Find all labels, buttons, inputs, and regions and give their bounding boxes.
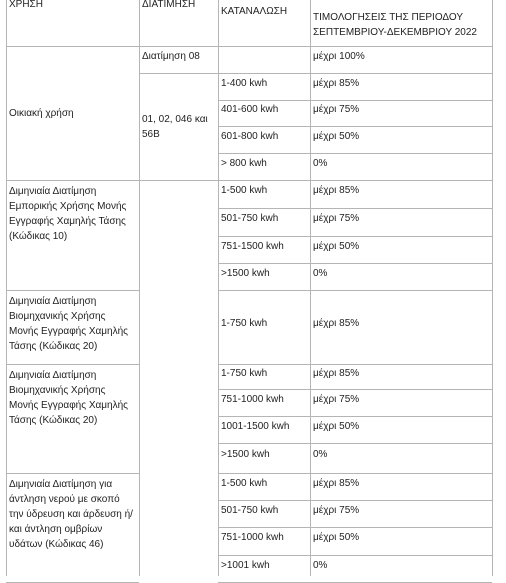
column-border-0 <box>6 0 7 576</box>
row-border <box>218 208 492 209</box>
row-border <box>218 263 492 264</box>
group-border <box>6 364 139 365</box>
pricing-cell: μέχρι 85% <box>313 478 360 489</box>
consumption-cell: > 800 kwh <box>221 158 267 169</box>
consumption-cell: 501-750 kwh <box>221 505 279 516</box>
pricing-cell: μέχρι 75% <box>313 213 360 224</box>
usage-cell-1: Διμηνιαία Διατίμηση Εμπορικής Χρήσης Μονής Εγγραφής Χαμηλής Τάσης (Κώδικας 10) <box>9 186 127 242</box>
row-border <box>218 126 492 127</box>
consumption-cell: >1500 kwh <box>221 268 270 279</box>
group-border <box>6 180 139 181</box>
row-border <box>218 236 492 237</box>
pricing-cell: μέχρι 100% <box>313 51 365 62</box>
usage-cell-3: Διμηνιαία Διατίμηση Βιομηχανικής Χρήσης Μονής Εγγραφής Χαμηλής Τάσης (Κώδικας 20) <box>9 370 128 426</box>
consumption-cell: 1-750 kwh <box>221 368 268 379</box>
tariff-cell-main: 01, 02, 046 και 56Β <box>142 114 208 140</box>
consumption-cell: 601-800 kwh <box>221 131 279 142</box>
group-border <box>6 290 139 291</box>
pricing-cell: 0% <box>313 158 328 169</box>
row-border <box>218 500 492 501</box>
group-border-tariff <box>139 180 218 181</box>
consumption-cell: 1-400 kwh <box>221 78 268 89</box>
pricing-cell: μέχρι 75% <box>313 394 360 405</box>
column-border-4 <box>492 0 493 576</box>
header-tariff: ΔΙΑΤΙΜΗΣΗ <box>142 0 196 10</box>
row-border <box>218 527 492 528</box>
consumption-cell: 1-500 kwh <box>221 478 268 489</box>
header-consumption: ΚΑΤΑΝΑΛΩΣΗ <box>221 6 288 17</box>
consumption-cell: 501-750 kwh <box>221 213 279 224</box>
row-border <box>218 389 492 390</box>
column-border-1 <box>139 0 140 576</box>
pricing-cell: μέχρι 85% <box>313 318 360 329</box>
pricing-cell: μέχρι 85% <box>313 368 360 379</box>
column-border-2 <box>218 0 219 576</box>
pricing-cell: μέχρι 50% <box>313 532 360 543</box>
row-border <box>218 416 492 417</box>
pricing-cell: μέχρι 50% <box>313 421 360 432</box>
usage-cell-4: Διμηνιαία Διατίμηση για άντληση νερού με σκοπό την ύδρευση και άρδευση ή/και άντληση ομβρίων υδάτων (Κώδικας 46) <box>9 479 133 550</box>
consumption-cell: >1001 kwh <box>221 560 270 571</box>
usage-cell-0: Οικιακή χρήση <box>9 108 74 119</box>
consumption-cell: 1001-1500 kwh <box>221 421 290 432</box>
header-pricing: ΤΙΜΟΛΟΓΗΣΕΙΣ ΤΗΣ ΠΕΡΙΟΔΟΥ ΣΕΠΤΕΜΒΡΙΟΥ-ΔΕΚΕΜΒΡΙΟΥ 2022 <box>313 12 477 38</box>
pricing-cell: 0% <box>313 449 328 460</box>
row-border <box>218 290 492 291</box>
consumption-cell: 1-500 kwh <box>221 185 268 196</box>
row-border <box>218 180 492 181</box>
group-border <box>6 473 139 474</box>
consumption-cell: >1500 kwh <box>221 449 270 460</box>
usage-cell-2: Διμηνιαία Διατίμηση Βιομηχανικής Χρήσης Μονής Εγγραφής Χαμηλής Τάσης (Κώδικας 20) <box>9 296 128 352</box>
row-border <box>218 153 492 154</box>
pricing-cell: 0% <box>313 268 328 279</box>
tariff-cell-08: Διατίμηση 08 <box>142 51 200 62</box>
column-border-3 <box>310 0 311 576</box>
pricing-cell: μέχρι 50% <box>313 241 360 252</box>
row-border <box>218 555 492 556</box>
consumption-cell: 1-750 kwh <box>221 318 268 329</box>
header-usage: ΧΡΗΣΗ <box>9 0 43 10</box>
row-border <box>218 364 492 365</box>
row-border <box>218 73 492 74</box>
consumption-cell: 401-600 kwh <box>221 104 279 115</box>
pricing-cell: μέχρι 85% <box>313 185 360 196</box>
row-border <box>218 473 492 474</box>
pricing-cell: 0% <box>313 560 328 571</box>
pricing-cell: μέχρι 75% <box>313 505 360 516</box>
consumption-cell: 751-1000 kwh <box>221 394 284 405</box>
pricing-cell: μέχρι 50% <box>313 131 360 142</box>
consumption-cell: 751-1500 kwh <box>221 241 284 252</box>
consumption-cell: 751-1000 kwh <box>221 532 284 543</box>
row-border <box>218 100 492 101</box>
pricing-cell: μέχρι 85% <box>313 78 360 89</box>
row-border <box>218 443 492 444</box>
pricing-cell: μέχρι 75% <box>313 104 360 115</box>
row-border-header <box>6 46 492 47</box>
tariff-divider <box>139 73 218 74</box>
